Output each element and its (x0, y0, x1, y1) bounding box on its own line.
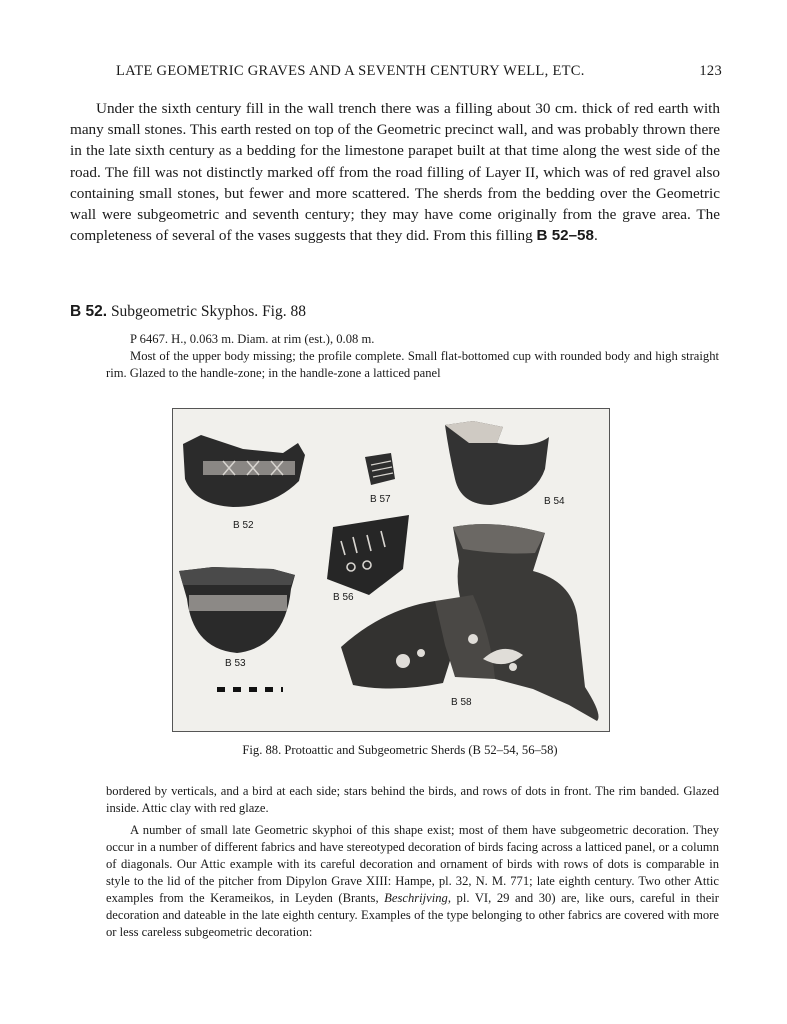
running-head (116, 63, 722, 80)
discussion-paragraph (106, 822, 719, 941)
intro-paragraph-text-wrap (70, 98, 720, 246)
catalog-description-start: Most of the upper body missing; the profile complete. Small flat-bottomed cup with rounded body and high straight rim. Glazed to the handle-zone; in the handle-zone a latticed panel (106, 349, 719, 380)
page-number: 123 (699, 63, 722, 79)
catalog-fig-ref: Fig. 88 (262, 303, 306, 320)
catalog-number: B 52. (70, 303, 108, 320)
figure-photograph (172, 408, 610, 732)
fig-label-b58: B 58 (451, 697, 472, 708)
fig-label-b57: B 57 (370, 494, 391, 505)
discussion-text-1: A number of small late Geometric skyphoi of this shape exist; most of them have subgeometric decoration. They occur in a number of different fabrics and have stereotyped decoration of birds facing across a latticed panel, or a column of diagonals. Our Attic example with its careful decoration and ornament of birds with rows of dots is comparable in style to the lid of the pitcher from Dipylon Grave XIII: Hampe, pl. 32, N. M. 771; late eighth century. Two other Attic examples from the Kerameikos, in Leyden (Brants, (106, 823, 719, 905)
intro-text: Under the sixth century fill in the wall trench there was a filling about 30 cm. thick of red earth with many small stones. This earth rested on top of the Geometric precinct wall, and was probably thrown there in the late sixth century as a bedding for the limestone parapet built at that time along the west side of the road. The fill was not distinctly marked off from the road filling of Layer II, which was of red gravel also containing small stones, but fewer and more scattered. The sherds from the bedding over the Geometric wall were subgeometric and seventh century; they may have come originally from the grave area. The completeness of several of the vases suggests that they did. From this filling (70, 100, 720, 245)
intro-catalog-ref: B 52–58 (536, 227, 594, 245)
sherd-photo-illustration (173, 409, 609, 731)
catalog-entry-heading (70, 303, 720, 321)
catalog-measurements: P 6467. H., 0.063 m. Diam. at rim (est.), 0.08 m. (130, 332, 375, 346)
discussion-italic-title: Beschrijving (384, 891, 448, 905)
catalog-entry-body (106, 331, 719, 382)
fig-label-b53: B 53 (225, 658, 246, 669)
discussion-text-2: , pl. VI, 29 and 30) are, like ours, careful in their decoration and dateable in the late eighth century. Examples of the type belonging to other fabrics are covered with more or less careless subgeometric decoration: (106, 891, 719, 939)
fig-label-b56: B 56 (333, 592, 354, 603)
catalog-continuation (106, 783, 719, 946)
catalog-title: Subgeometric Skyphos. (110, 303, 259, 320)
fig-label-b52: B 52 (233, 520, 254, 531)
intro-paragraph (70, 98, 720, 246)
catalog-description-end: bordered by verticals, and a bird at each side; stars behind the birds, and rows of dots in front. The rim banded. Glazed inside. Attic clay with red glaze. (106, 784, 719, 815)
running-head-title: LATE GEOMETRIC GRAVES AND A SEVENTH CENTURY WELL, ETC. (116, 63, 585, 79)
fig-label-b54: B 54 (544, 496, 565, 507)
figure-caption: Fig. 88. Protoattic and Subgeometric Sherds (B 52–54, 56–58) (242, 743, 558, 757)
intro-ref-end: . (593, 227, 598, 245)
